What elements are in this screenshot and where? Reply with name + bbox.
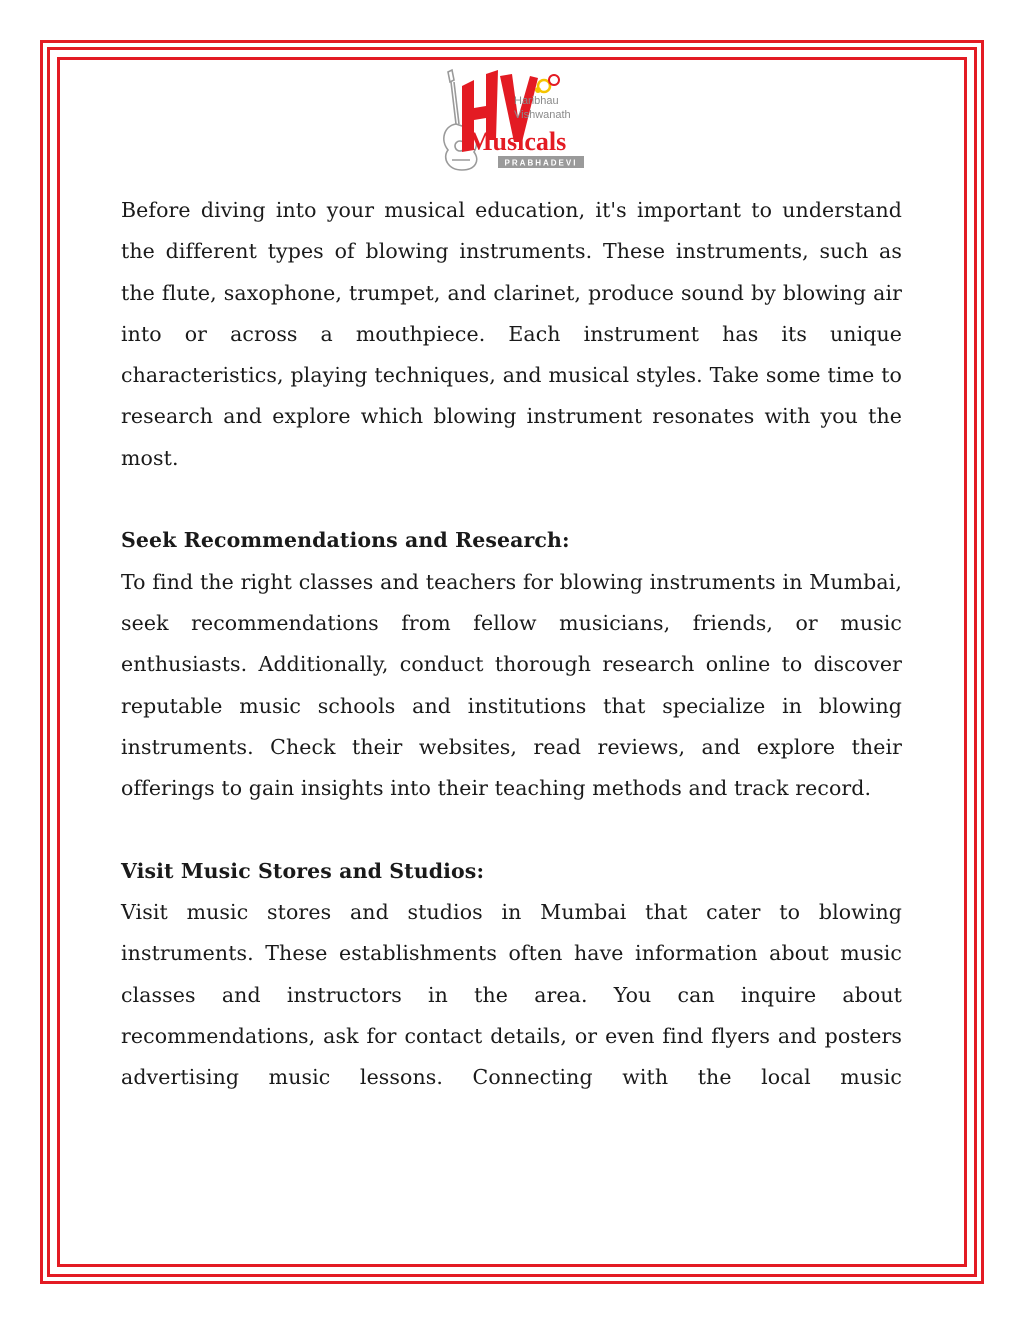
- document-body: [121, 190, 902, 1099]
- hv-musicals-logo: [434, 66, 594, 174]
- intro-paragraph: Before diving into your musical education, it's important to understand the different types of blowing instruments. These instruments, such as the flute, saxophone, trumpet, and clarinet, produce sound by blowing air into or across a mouthpiece. Each instrument has its unique characteristics, playing techniques, and musical styles. Take some time to research and explore which blowing instrument resonates with you the most.: [121, 198, 902, 470]
- section-heading-music-stores: Visit Music Stores and Studios:: [121, 858, 485, 883]
- logo-line1: Haribhau: [514, 95, 559, 107]
- spacer: [121, 479, 902, 520]
- spacer: [121, 809, 902, 850]
- logo-brand: Musicals: [468, 127, 567, 156]
- music-stores-paragraph: Visit music stores and studios in Mumbai that cater to blowing instruments. These establishments often have information about music classes and instructors in the area. You can inquire about recommendations, ask for contact details, or even find flyers and posters advertising music lessons. Connecting with the local music: [121, 900, 902, 1090]
- logo-line2: Vishwanath: [514, 109, 571, 121]
- logo-location: PRABHADEVI: [504, 158, 578, 168]
- section-heading-recommendations: Seek Recommendations and Research:: [121, 528, 570, 553]
- recommendations-paragraph: To find the right classes and teachers for blowing instruments in Mumbai, seek recommendations from fellow musicians, friends, or music enthusiasts. Additionally, conduct thorough research online to discover reputable music schools and institutions that specialize in blowing instruments. Check their websites, read reviews, and explore their offerings to gain insights into their teaching methods and track record.: [121, 569, 902, 801]
